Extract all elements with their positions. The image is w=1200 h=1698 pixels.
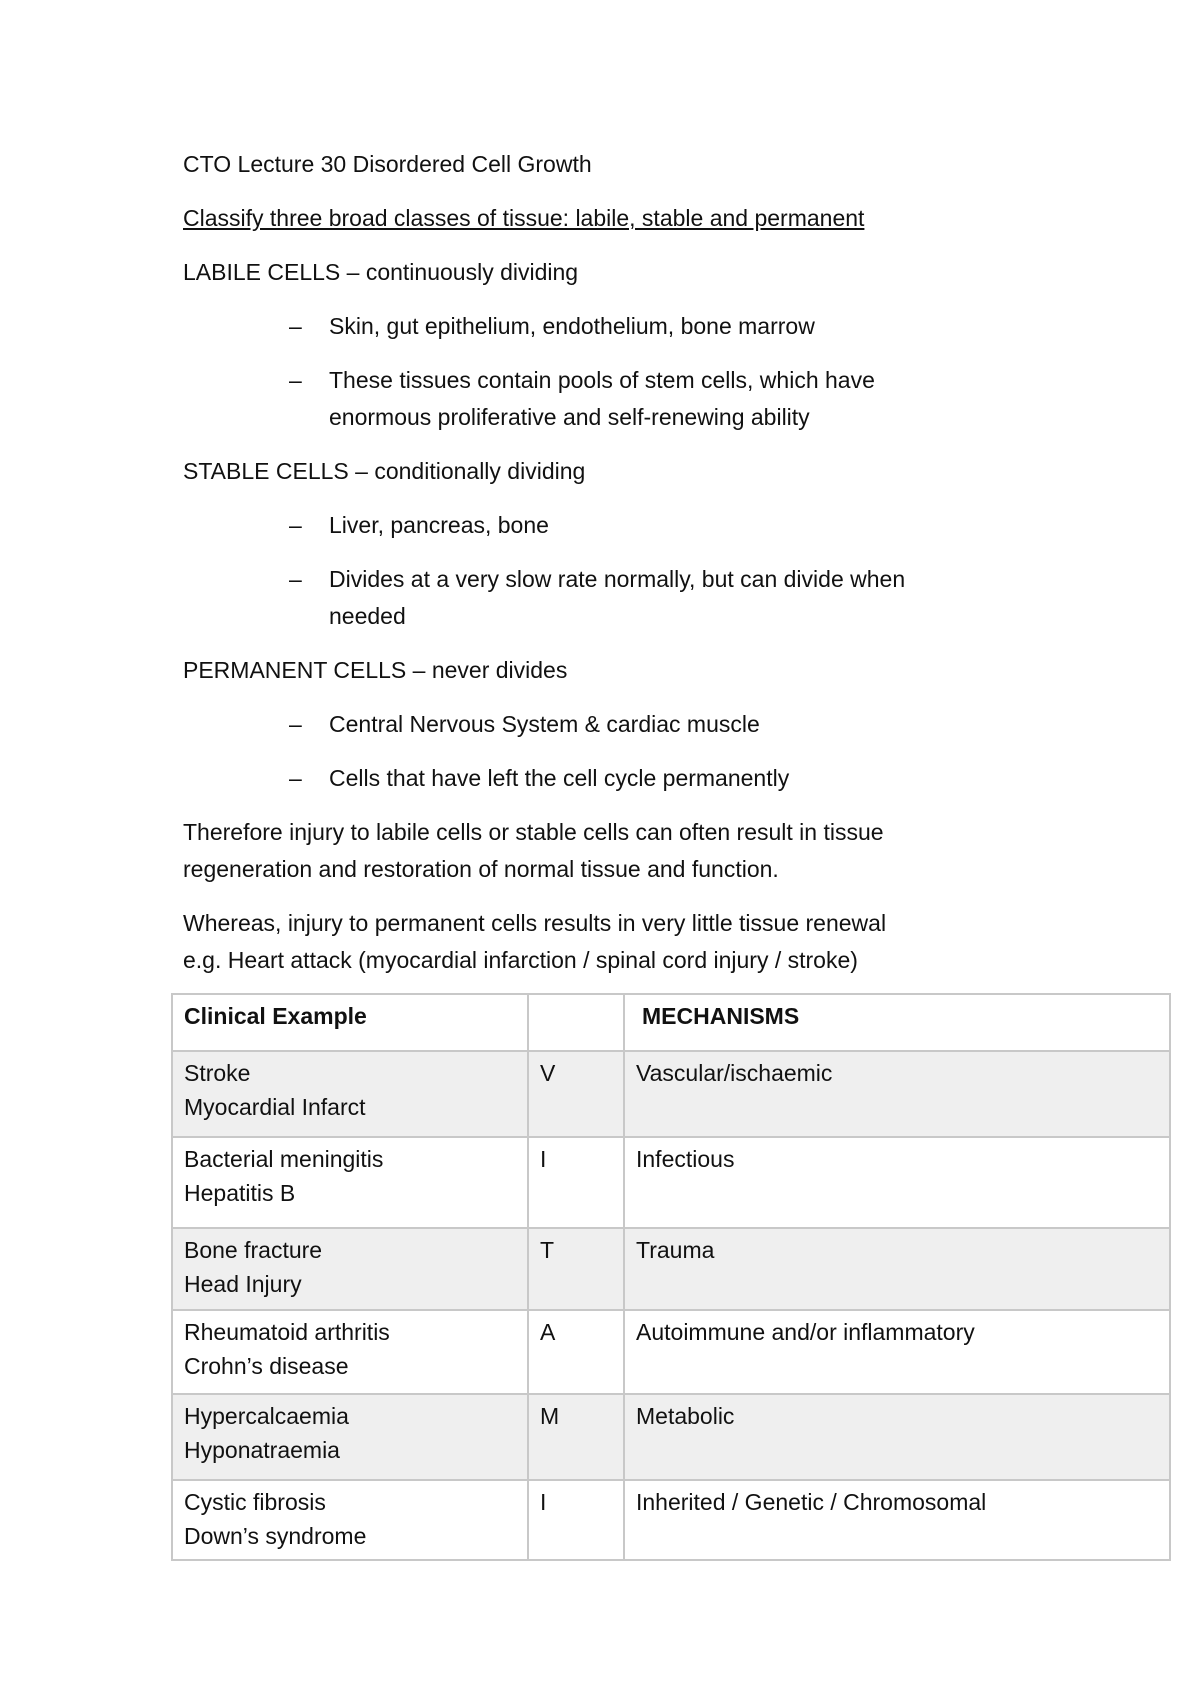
- clinical-example: Hyponatraemia: [184, 1437, 340, 1463]
- clinical-example: Bacterial meningitis: [184, 1146, 384, 1172]
- mechanism: Trauma: [624, 1228, 1170, 1310]
- mechanism: Metabolic: [624, 1394, 1170, 1480]
- clinical-example-cell: [172, 1394, 528, 1480]
- bullet-dash: –: [289, 765, 302, 791]
- clinical-example: Head Injury: [184, 1271, 302, 1297]
- mnemonic-letter: I: [528, 1137, 624, 1228]
- header-mechanisms: [624, 994, 1170, 1051]
- table-row: [172, 1051, 1170, 1137]
- bullet-dash: –: [289, 711, 302, 737]
- clinical-example: Hypercalcaemia: [184, 1403, 349, 1429]
- paragraph-line: Therefore injury to labile cells or stable cells can often result in tissue: [183, 819, 884, 845]
- mnemonic-letter: A: [528, 1310, 624, 1394]
- table-row: [172, 1137, 1170, 1228]
- section-heading-labile: LABILE CELLS – continuously dividing: [183, 259, 579, 285]
- bullet-text: Cells that have left the cell cycle permanently: [329, 765, 790, 791]
- table-row: [172, 1228, 1170, 1310]
- header-letter: [528, 994, 624, 1051]
- table-row: [172, 1394, 1170, 1480]
- clinical-example-cell: [172, 1051, 528, 1137]
- bullet-dash: –: [289, 512, 302, 538]
- bullet-text: Central Nervous System & cardiac muscle: [329, 711, 760, 737]
- clinical-example: Cystic fibrosis: [184, 1489, 326, 1515]
- mnemonic-letter: I: [528, 1480, 624, 1560]
- bullet-text: Liver, pancreas, bone: [329, 512, 549, 538]
- clinical-example: Stroke: [184, 1060, 251, 1086]
- bullet-dash: –: [289, 313, 302, 339]
- mechanism: Autoimmune and/or inflammatory: [624, 1310, 1170, 1394]
- mnemonic-letter: M: [528, 1394, 624, 1480]
- section-heading-permanent: PERMANENT CELLS – never divides: [183, 657, 568, 683]
- clinical-example: Down’s syndrome: [184, 1523, 367, 1549]
- bullet-dash: –: [289, 367, 302, 393]
- clinical-example-cell: [172, 1310, 528, 1394]
- clinical-example: Hepatitis B: [184, 1180, 296, 1206]
- subheading: Classify three broad classes of tissue: labile, stable and permanent: [183, 205, 865, 231]
- header-mechanisms-label: MECHANISMS: [642, 1003, 800, 1029]
- bullet-text: Divides at a very slow rate normally, but can divide when: [329, 566, 906, 592]
- header-clinical-example: Clinical Example: [172, 994, 528, 1051]
- clinical-example: Crohn’s disease: [184, 1353, 349, 1379]
- clinical-example: Rheumatoid arthritis: [184, 1319, 390, 1345]
- bullet-text-continued: enormous proliferative and self-renewing ability: [329, 404, 810, 430]
- paragraph-line: e.g. Heart attack (myocardial infarction / spinal cord injury / stroke): [183, 947, 858, 973]
- paragraph-line: regeneration and restoration of normal tissue and function.: [183, 856, 779, 882]
- mnemonic-letter: T: [528, 1228, 624, 1310]
- mechanisms-table: [171, 993, 1171, 1561]
- mechanism: Infectious: [624, 1137, 1170, 1228]
- mechanism: Inherited / Genetic / Chromosomal: [624, 1480, 1170, 1560]
- clinical-example-cell: [172, 1228, 528, 1310]
- bullet-text: These tissues contain pools of stem cells, which have: [329, 367, 875, 393]
- mnemonic-letter: V: [528, 1051, 624, 1137]
- clinical-example: Myocardial Infarct: [184, 1094, 366, 1120]
- table-header-row: [172, 994, 1170, 1051]
- mechanism: Vascular/ischaemic: [624, 1051, 1170, 1137]
- table-row: [172, 1480, 1170, 1560]
- bullet-text: Skin, gut epithelium, endothelium, bone marrow: [329, 313, 815, 339]
- bullet-dash: –: [289, 566, 302, 592]
- clinical-example-cell: [172, 1480, 528, 1560]
- clinical-example-cell: [172, 1137, 528, 1228]
- bullet-text-continued: needed: [329, 603, 406, 629]
- paragraph-line: Whereas, injury to permanent cells results in very little tissue renewal: [183, 910, 887, 936]
- document-title: CTO Lecture 30 Disordered Cell Growth: [183, 151, 592, 177]
- section-heading-stable: STABLE CELLS – conditionally dividing: [183, 458, 586, 484]
- table-row: [172, 1310, 1170, 1394]
- clinical-example: Bone fracture: [184, 1237, 323, 1263]
